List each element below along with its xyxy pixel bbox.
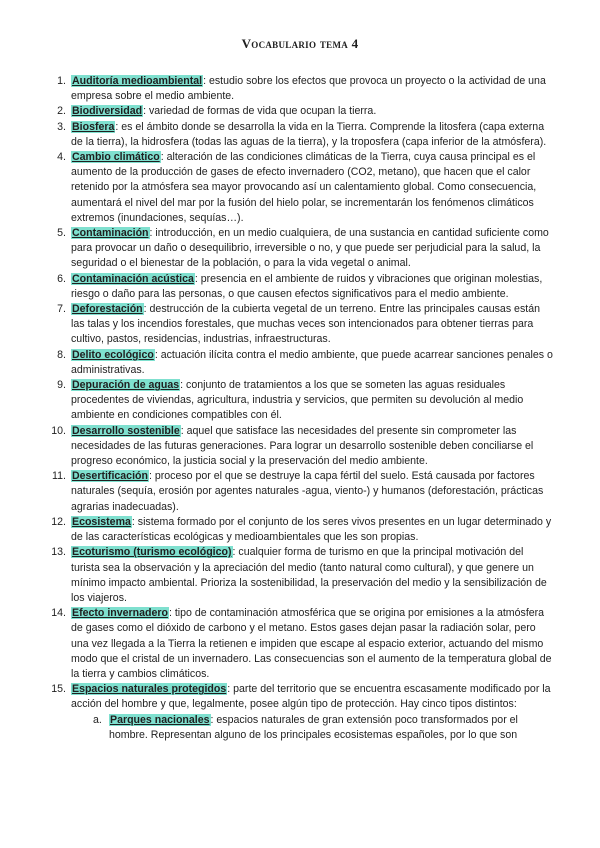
item-number: 12. [51, 515, 66, 528]
term-definition: : conjunto de tratamientos a los que se someten las aguas residuales procedentes de viviendas, agricultura, industria y servicios, que permiten su devolución al medio ambiente en condiciones compatibles con él. [71, 379, 524, 422]
list-item [54, 302, 554, 348]
item-number: 9. [57, 379, 66, 392]
term-name: Contaminación acústica [72, 272, 194, 285]
term-name: Desarrollo sostenible [72, 424, 180, 437]
item-number: 10. [51, 424, 66, 437]
item-number: 3. [57, 120, 66, 133]
item-number: 5. [57, 227, 66, 240]
item-number: 13. [51, 546, 66, 559]
term-definition: : introducción, en un medio cualquiera, de una sustancia en cantidad suficiente como para provocar un daño o desequilibrio, irreversible o no, y que puede ser perjudicial para la salud, la seguridad o el bienestar de la población, o para la vida vegetal o animal. [71, 227, 549, 270]
term-definition: : cualquier forma de turismo en que la principal motivación del turista sea la observación y la apreciación del medio (tanto natural como cultural), y que genere un mínimo impacto ambiental. Prioriza la sostenibilidad, la preservación del medio y la sensibilización de los viajeros. [71, 546, 547, 604]
item-number: 14. [51, 607, 66, 620]
item-number: 1. [57, 75, 66, 87]
list-item [54, 120, 554, 150]
term-name: Depuración de aguas [72, 379, 180, 392]
list-item [54, 348, 554, 378]
term-definition: : aquel que satisface las necesidades del presente sin comprometer las necesidades de las futuras generaciones. Para lograr un desarrollo sostenible deben conciliarse el progreso económico, la justicia social y la preservación del medio ambiente. [71, 424, 534, 468]
term-definition: : parte del territorio que se encuentra escasamente modificado por la acción del hombre y que, legalmente, posee algún tipo de protección. Hay cinco tipos distintos: [71, 683, 551, 711]
item-number: 11. [52, 470, 66, 483]
list-item [51, 424, 554, 470]
term-name: Delito ecológico [72, 348, 154, 361]
term-name: Biodiversidad [72, 105, 143, 118]
term-name: Efecto invernadero [72, 607, 168, 620]
page-title: Vocabulario tema 4 [241, 36, 359, 51]
term-definition: : variedad de formas de vida que ocupan la tierra. [143, 105, 377, 118]
term-definition: : proceso por el que se destruye la capa fértil del suelo. Está causada por factores naturales (sequía, erosión por agentes naturales -agua, viento-) y humanos (deforestación, prácticas agrarias inadecuadas). [71, 470, 544, 513]
term-definition: : espacios naturales de gran extensión poco transformados por el hombre. Representan alguno de los principales ecosistemas españoles, por lo que son [109, 713, 518, 741]
list-item [54, 378, 554, 424]
item-number: 15. [51, 683, 66, 696]
term-name: Biosfera [72, 120, 115, 133]
list-item [51, 606, 554, 682]
list-item [54, 104, 554, 119]
sub-list [71, 713, 554, 743]
item-number: 6. [57, 272, 66, 285]
vocabulary-list [51, 74, 554, 743]
term-name: Parques nacionales [110, 713, 210, 726]
item-number: 7. [57, 303, 66, 316]
list-item [54, 469, 554, 515]
list-item [51, 682, 554, 743]
list-item [54, 226, 554, 272]
item-number: 8. [57, 348, 66, 361]
term-name: Desertificación [72, 470, 148, 483]
item-number: 4. [57, 151, 66, 164]
term-definition: : sistema formado por el conjunto de los seres vivos presentes en un lugar determinado y de las características ecológicas y medioambientales que les son propias. [71, 515, 552, 544]
list-item [54, 272, 554, 302]
term-definition: : presencia en el ambiente de ruidos y vibraciones que originan molestias, riesgo o daño para las personas, o que causen efectos significativos para el medio ambiente. [71, 272, 543, 300]
list-item [51, 515, 554, 545]
term-definition: : tipo de contaminación atmosférica que se origina por emisiones a la atmósfera de gases como el dióxido de carbono y el metano. Estos gases dejan pasar la radiación solar, pero una vez llegada a la Tierra la retienen e impiden que escape al espacio exterior, actuando del mismo modo que el cristal de un invernadero. Las consecuencias son el aumento de la temperatura global de la tierra y cambios climáticos. [71, 607, 552, 680]
term-name: Contaminación [72, 227, 149, 240]
sub-item-letter: a. [93, 713, 102, 726]
term-definition: : estudio sobre los efectos que provoca un proyecto o la actividad de una empresa sobre el medio ambiente. [71, 75, 546, 103]
item-number: 2. [57, 105, 66, 118]
term-definition: : alteración de las condiciones climáticas de la Tierra, cuya causa principal es el aumento de la producción de gases de efecto invernadero (CO2, metano), que hacen que el calor retenido por la atmósfera sea mayor provocando así un calentamiento global. Como consecuencia, aumentará el nivel del mar por la fusión del hielo polar, se incrementarán los fenómenos climáticos extremos (inundaciones, sequías…). [71, 151, 537, 224]
list-item [51, 545, 554, 606]
term-name: Deforestación [72, 303, 143, 316]
list-item [54, 74, 554, 104]
term-name: Ecoturismo (turismo ecológico) [72, 546, 232, 559]
term-name: Espacios naturales protegidos [72, 683, 227, 696]
list-item [54, 150, 554, 226]
term-definition: : actuación ilícita contra el medio ambiente, que puede acarrear sanciones penales o administrativas. [71, 348, 553, 376]
term-name: Auditoría medioambiental [72, 75, 203, 87]
term-name: Cambio climático [72, 151, 160, 164]
sub-list-item [93, 713, 554, 743]
term-definition: : destrucción de la cubierta vegetal de un terreno. Entre las principales causas están las talas y los incendios forestales, que muchas veces son intencionados para obtener tierras para cultivo, pastos, residencias, industrias, infraestructuras. [71, 303, 540, 346]
term-definition: : es el ámbito donde se desarrolla la vida en la Tierra. Comprende la litosfera (capa externa de la tierra), la hidrosfera (todas las aguas de la tierra), y la troposfera (capa inferior de la atmósfera). [71, 120, 547, 148]
term-name: Ecosistema [72, 515, 131, 528]
